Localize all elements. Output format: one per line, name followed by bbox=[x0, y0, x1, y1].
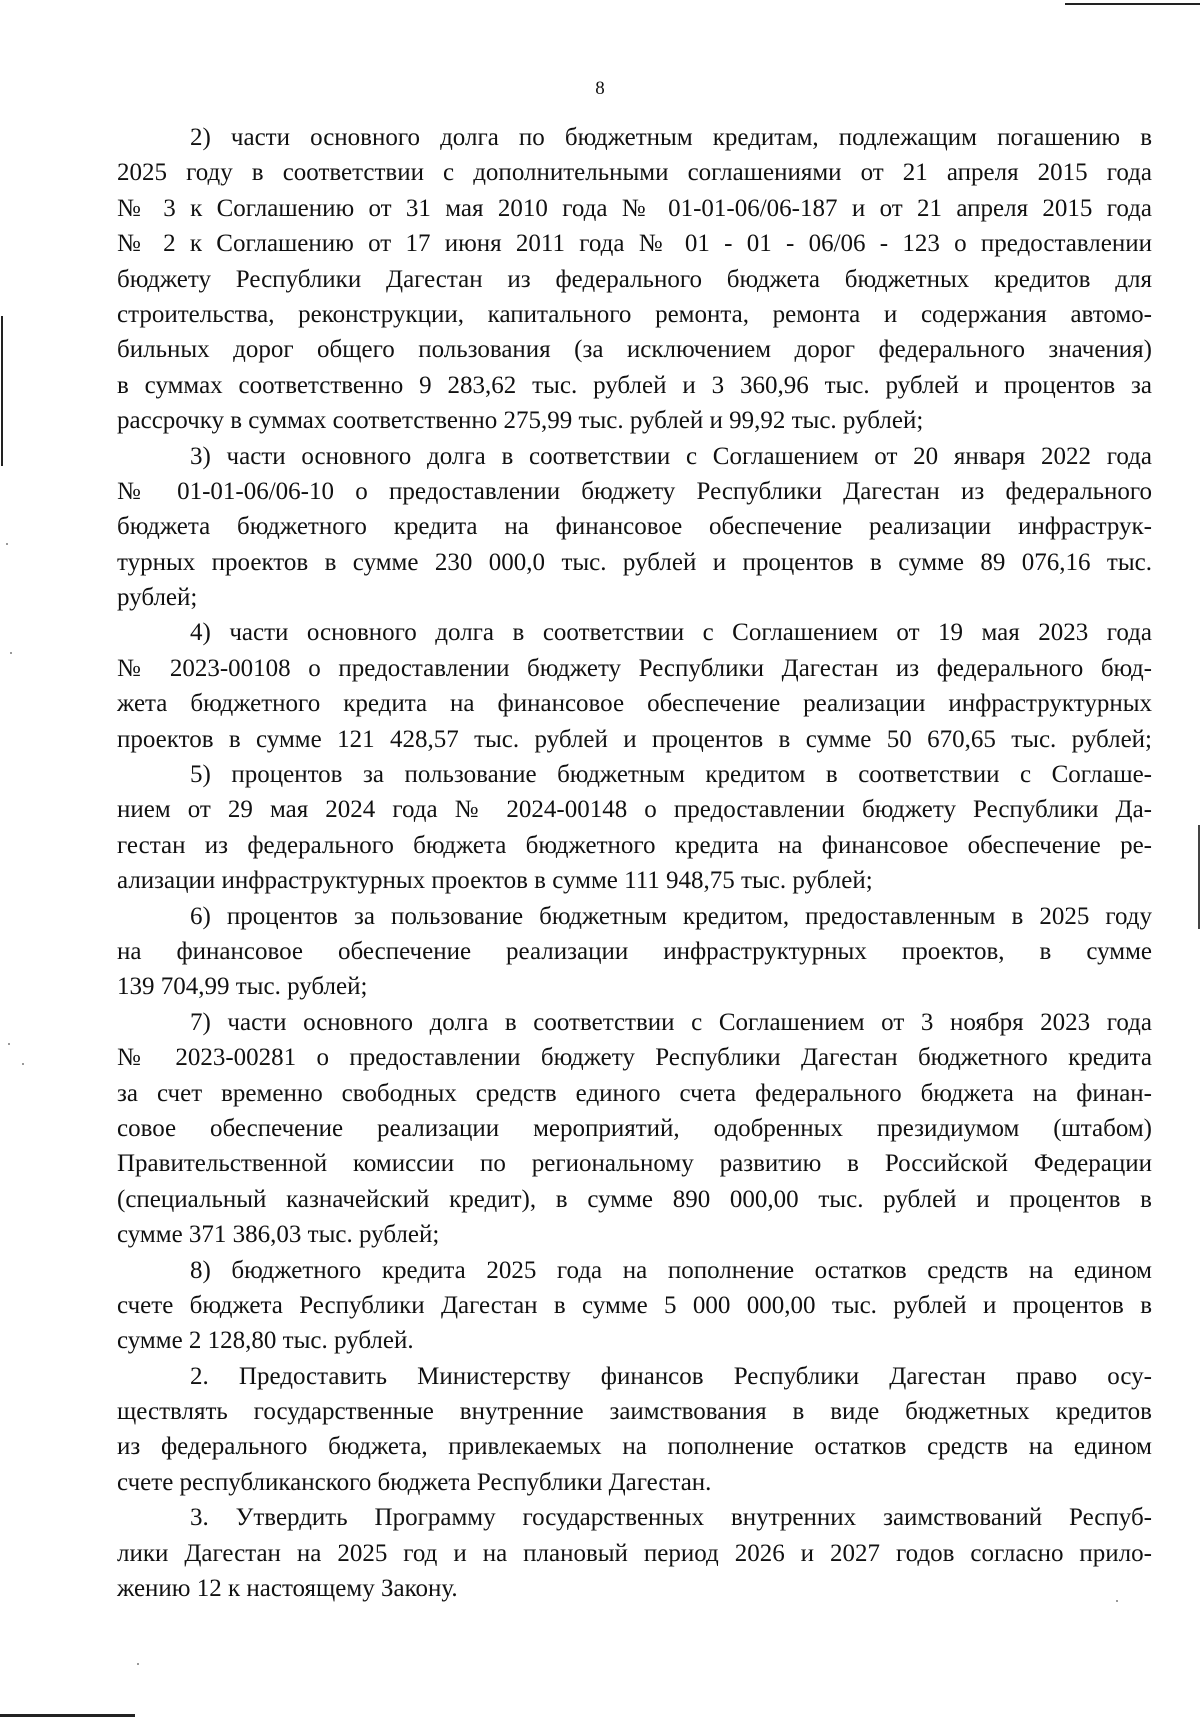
scan-speck bbox=[1116, 1600, 1118, 1602]
text-line: жению 12 к настоящему Закону. bbox=[117, 1575, 458, 1603]
text-line: 2025 году в соответствии с дополнительными соглашениями от 21 апреля 2015 года bbox=[117, 159, 1152, 187]
text-line: ществлять государственные внутренние заимствования в виде бюджетных кредитов bbox=[117, 1398, 1152, 1426]
text-line: (специальный казначейский кредит), в сумме 890 000,00 тыс. рублей и процентов в bbox=[117, 1185, 1152, 1213]
text-line: рассрочку в суммах соответственно 275,99 тыс. рублей и 99,92 тыс. рублей; bbox=[117, 407, 924, 435]
text-line: в суммах соответственно 9 283,62 тыс. рублей и 3 360,96 тыс. рублей и процентов за bbox=[117, 371, 1152, 399]
paragraph-item-8 bbox=[117, 1253, 1152, 1359]
text-line: за счет временно свободных средств единого счета федерального бюджета на финан- bbox=[117, 1079, 1152, 1107]
text-line: № 2023-00108 о предоставлении бюджету Республики Дагестан из федерального бюд- bbox=[117, 654, 1152, 682]
scan-speck bbox=[137, 1663, 139, 1665]
text-line: на финансовое обеспечение реализации инфраструктурных проектов, в сумме bbox=[117, 937, 1152, 965]
text-line: турных проектов в сумме 230 000,0 тыс. рублей и процентов в сумме 89 076,16 тыс. bbox=[117, 548, 1152, 576]
paragraph-item-7 bbox=[117, 1005, 1152, 1253]
page-number: 8 bbox=[595, 78, 605, 99]
scan-speck bbox=[22, 1063, 24, 1065]
text-line: 7) части основного долга в соответствии с Соглашением от 3 ноября 2023 года bbox=[190, 1008, 1152, 1036]
text-line: нием от 29 мая 2024 года № 2024-00148 о предоставлении бюджету Республики Да- bbox=[117, 796, 1152, 824]
text-line: 8) бюджетного кредита 2025 года на пополнение остатков средств на едином bbox=[190, 1256, 1152, 1284]
paragraph-item-4 bbox=[117, 615, 1152, 757]
text-line: строительства, реконструкции, капитального ремонта, ремонта и содержания автомо- bbox=[117, 300, 1152, 328]
scan-artifact-top-line bbox=[1065, 3, 1200, 5]
text-line: Правительственной комиссии по региональному развитию в Российской Федерации bbox=[117, 1150, 1152, 1178]
scan-speck bbox=[6, 543, 8, 545]
text-line: 4) части основного долга в соответствии с Соглашением от 19 мая 2023 года bbox=[190, 619, 1152, 647]
text-line: сумме 371 386,03 тыс. рублей; bbox=[117, 1221, 440, 1249]
text-line: счете бюджета Республики Дагестан в сумме 5 000 000,00 тыс. рублей и процентов в bbox=[117, 1291, 1152, 1319]
text-line: № 2023-00281 о предоставлении бюджету Республики Дагестан бюджетного кредита bbox=[117, 1044, 1152, 1072]
text-line: 2. Предоставить Министерству финансов Республики Дагестан право осу- bbox=[190, 1362, 1152, 1390]
text-line: рублей; bbox=[117, 584, 198, 612]
scan-speck bbox=[10, 652, 12, 654]
text-line: № 2 к Соглашению от 17 июня 2011 года № 01 - 01 - 06/06 - 123 о предоставлении bbox=[117, 230, 1152, 258]
scan-artifact-left-line bbox=[1, 316, 3, 466]
text-line: № 01-01-06/06-10 о предоставлении бюджету Республики Дагестан из федерального bbox=[117, 477, 1152, 505]
text-line: проектов в сумме 121 428,57 тыс. рублей и процентов в сумме 50 670,65 тыс. рублей; bbox=[117, 725, 1152, 753]
text-line: жета бюджетного кредита на финансовое обеспечение реализации инфраструктурных bbox=[117, 690, 1152, 718]
text-line: из федерального бюджета, привлекаемых на пополнение остатков средств на едином bbox=[117, 1433, 1152, 1461]
scan-speck bbox=[8, 1043, 10, 1045]
text-line: 3. Утвердить Программу государственных внутренних заимствований Респуб- bbox=[190, 1504, 1152, 1532]
document-body bbox=[117, 120, 1152, 1606]
paragraph-item-6 bbox=[117, 899, 1152, 1005]
text-line: 139 704,99 тыс. рублей; bbox=[117, 973, 368, 1001]
text-line: 5) процентов за пользование бюджетным кредитом в соответствии с Соглаше- bbox=[190, 761, 1152, 789]
text-line: счете республиканского бюджета Республики Дагестан. bbox=[117, 1468, 712, 1496]
paragraph-item-5 bbox=[117, 757, 1152, 899]
text-line: 6) процентов за пользование бюджетным кредитом, предоставленным в 2025 году bbox=[190, 902, 1152, 930]
paragraph-section-3 bbox=[117, 1500, 1152, 1606]
text-line: совое обеспечение реализации мероприятий, одобренных президиумом (штабом) bbox=[117, 1114, 1152, 1142]
text-line: бюджету Республики Дагестан из федерального бюджета бюджетных кредитов для bbox=[117, 265, 1152, 293]
text-line: ализации инфраструктурных проектов в сумме 111 948,75 тыс. рублей; bbox=[117, 867, 873, 895]
text-line: № 3 к Соглашению от 31 мая 2010 года № 01-01-06/06-187 и от 21 апреля 2015 года bbox=[117, 194, 1152, 222]
text-line: бильных дорог общего пользования (за исключением дорог федерального значения) bbox=[117, 336, 1152, 364]
text-line: лики Дагестан на 2025 год и на плановый период 2026 и 2027 годов согласно прило- bbox=[117, 1539, 1152, 1567]
text-line: сумме 2 128,80 тыс. рублей. bbox=[117, 1327, 414, 1355]
text-line: 3) части основного долга в соответствии с Соглашением от 20 января 2022 года bbox=[190, 442, 1152, 470]
text-line: 2) части основного долга по бюджетным кредитам, подлежащим погашению в bbox=[190, 124, 1152, 151]
text-line: бюджета бюджетного кредита на финансовое обеспечение реализации инфраструк- bbox=[117, 513, 1152, 541]
paragraph-item-3 bbox=[117, 439, 1152, 616]
text-line: гестан из федерального бюджета бюджетного кредита на финансовое обеспечение ре- bbox=[117, 831, 1152, 859]
paragraph-section-2 bbox=[117, 1359, 1152, 1501]
paragraph-item-2 bbox=[117, 120, 1152, 439]
